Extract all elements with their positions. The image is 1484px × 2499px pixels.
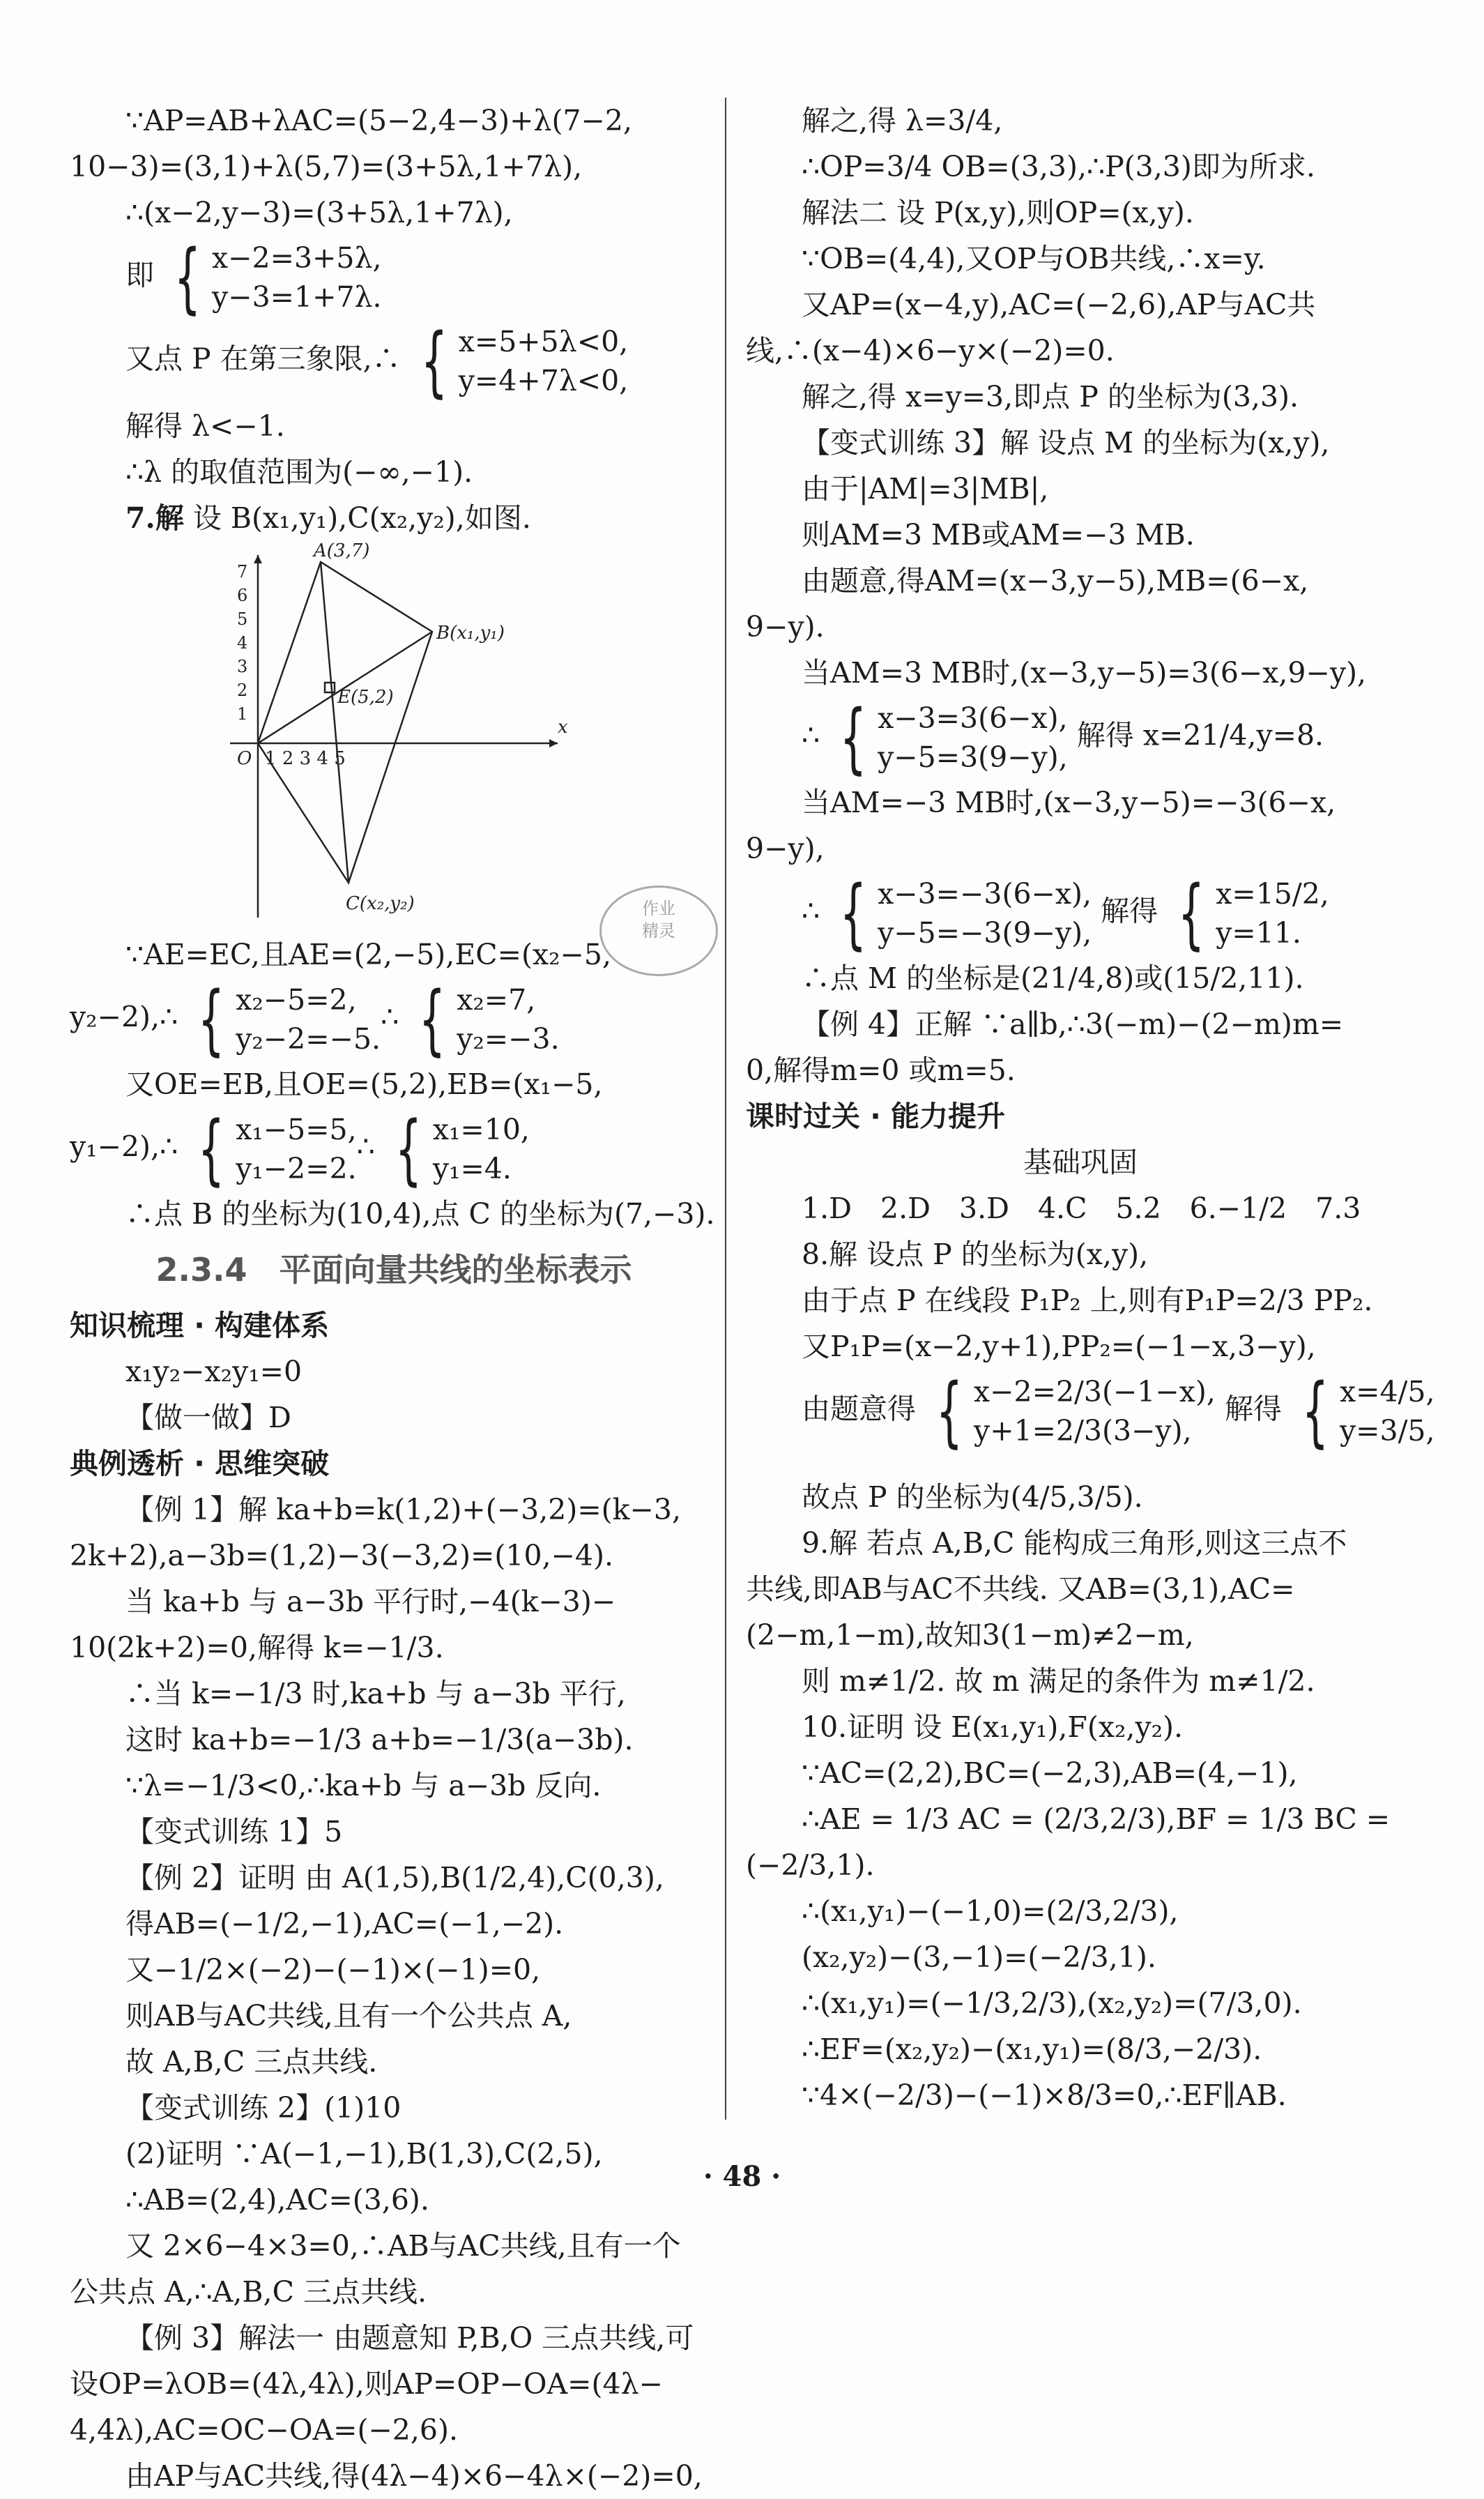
text-line: 当 ka+b 与 a−3b 平行时,−4(k−3)− — [125, 1585, 616, 1618]
text-line: 共线,即AB与AC不共线. 又AB=(3,1),AC= — [746, 1572, 1295, 1606]
system-line: y₁−2),∴ { x₁−5=5, y₁−2=2. ∴ { x₁=10, y₁=4. — [70, 1104, 530, 1194]
text-line: ∴OP=3/4 OB=(3,3),∴P(3,3)即为所求. — [802, 150, 1315, 183]
brace-glyph: { — [1301, 1367, 1329, 1456]
eq-row: x−2=3+5λ, — [212, 241, 382, 275]
system-line — [746, 1367, 1435, 1474]
eq-row: y+1=2/3(3−y), — [974, 1414, 1192, 1448]
subsection-heading: 知识梳理 · 构建体系 — [70, 1309, 330, 1342]
eq-row: x₂−5=2, — [236, 983, 357, 1017]
equation-system — [829, 693, 1068, 782]
text-line: 2k+2),a−3b=(1,2)−3(−3,2)=(10,−4). — [70, 1539, 614, 1572]
text-line: 【例 3】解法一 由题意知 P,B,O 三点共线,可 — [125, 2321, 694, 2355]
text-line: 这时 ka+b=−1/3 a+b=−1/3(a−3b). — [125, 1723, 634, 1756]
brace-glyph: { — [420, 317, 448, 406]
brace-glyph: { — [1178, 869, 1205, 958]
text-span: 解得 x=21/4,y=8. — [1076, 718, 1324, 752]
text-span: 解得 — [1101, 894, 1158, 928]
eq-row: y₂=−3. — [457, 1022, 560, 1056]
equation-system — [410, 317, 629, 406]
text-line: ∴AB=(2,4),AC=(3,6). — [125, 2183, 429, 2217]
brace-glyph: { — [418, 975, 446, 1064]
eq-row: y=3/5, — [1339, 1414, 1435, 1448]
equation-system — [1167, 869, 1329, 958]
section-title: 2.3.4 平面向量共线的坐标表示 — [155, 1251, 632, 1289]
text-line: ∴(x₁,y₁)=(−1/3,2/3),(x₂,y₂)=(7/3,0). — [802, 1987, 1302, 2020]
text-line: ∵AP=AB+λAC=(5−2,4−3)+λ(7−2, — [125, 104, 633, 137]
text-line: (x₂,y₂)−(3,−1)=(−2/3,1). — [802, 1940, 1156, 1974]
text-line: 【变式训练 1】5 — [125, 1815, 343, 1848]
y-tick: 4 — [237, 633, 248, 653]
x-arrow — [549, 739, 558, 747]
left-column — [70, 98, 718, 2499]
text-line: ∵AE=EC,且AE=(2,−5),EC=(x₂−5, — [125, 938, 611, 971]
text-line: 9−y), — [746, 832, 825, 865]
text-line: 解之,得 λ=3/4, — [802, 104, 1003, 137]
text-line: (2)证明 ∵A(−1,−1),B(1,3),C(2,5), — [125, 2137, 603, 2171]
eq-row: x₂=7, — [457, 983, 536, 1017]
label-c: C(x₂,y₂) — [346, 893, 415, 914]
label-origin: O — [237, 748, 252, 769]
brace-glyph: { — [935, 1367, 963, 1456]
answer-line: 1.D 2.D 3.D 4.C 5.2 6.−1/2 7.3 — [802, 1192, 1361, 1225]
text-line: ∴点 M 的坐标是(21/4,8)或(15/2,11). — [802, 962, 1304, 995]
brace-glyph: { — [839, 693, 867, 782]
text-line: 【变式训练 2】(1)10 — [125, 2091, 401, 2125]
brace-glyph: { — [197, 1104, 225, 1194]
eq-row: x=5+5λ<0, — [458, 325, 629, 358]
eq-row: y=11. — [1216, 916, 1301, 950]
y-tick: 5 — [237, 609, 248, 629]
eq-row: y₁=4. — [432, 1152, 512, 1185]
text-line: 设OP=λOB=(4λ,4λ),则AP=OP−OA=(4λ− — [70, 2367, 663, 2401]
text-line: 【例 4】正解 ∵a∥b,∴3(−m)−(2−m)m= — [802, 1008, 1344, 1041]
text-line: 又AP=(x−4,y),AC=(−2,6),AP与AC共 — [802, 288, 1316, 321]
equation-system — [925, 1367, 1216, 1456]
y-tick: 7 — [237, 562, 248, 582]
system-line: ∴ { x−3=3(6−x), y−5=3(9−y), 解得 x=21/4,y=8. — [802, 693, 1324, 782]
y-tick: 3 — [237, 657, 248, 676]
text-line: ∵λ=−1/3<0,∴ka+b 与 a−3b 反向. — [125, 1769, 602, 1802]
eq-row: x₁=10, — [432, 1113, 530, 1146]
solution-label: 解 — [155, 501, 184, 535]
label-a: A(3,7) — [314, 540, 370, 561]
brace-glyph: { — [174, 233, 201, 322]
diagonal-ac — [321, 562, 349, 883]
text-line: (−2/3,1). — [746, 1848, 875, 1882]
text-line: 8.解 设点 P 的坐标为(x,y), — [802, 1238, 1149, 1271]
eq-row: x−2=2/3(−1−x), — [974, 1375, 1216, 1408]
eq-row: y₁−2=2. — [236, 1152, 357, 1185]
eq-row: x₁−5=5, — [236, 1113, 357, 1146]
text-span: y₂−2) — [70, 1000, 151, 1034]
eq-row: y=4+7λ<0, — [458, 364, 629, 397]
text-line: 又P₁P=(x−2,y+1),PP₂=(−1−x,3−y), — [802, 1330, 1316, 1363]
text-line: 0,解得m=0 或m=5. — [746, 1054, 1016, 1087]
text-line: (2−m,1−m),故知3(1−m)≠2−m, — [746, 1618, 1194, 1652]
text-span: 解得 — [1224, 1392, 1282, 1426]
eq-row: x=15/2, — [1216, 877, 1329, 911]
page-number: · 48 · — [703, 2160, 781, 2193]
text-line: 又−1/2×(−2)−(−1)×(−1)=0, — [125, 1953, 541, 1987]
brace-glyph: { — [839, 869, 867, 958]
eq-row: y−3=1+7λ. — [212, 280, 382, 314]
system-line: ∴ { x−3=−3(6−x), y−5=−3(9−y), 解得 { x=15/2, y=11. — [802, 869, 1329, 958]
text-line: 由AP与AC共线,得(4λ−4)×6−4λ×(−2)=0, — [125, 2459, 703, 2493]
eq-row: y₂−2=−5. — [236, 1022, 381, 1056]
text-span: 又点 P 在第三象限,∴ — [125, 342, 401, 376]
text-line: ∴EF=(x₂,y₂)−(x₁,y₁)=(8/3,−2/3). — [802, 2033, 1262, 2066]
text-line: 【例 1】解 ka+b=k(1,2)+(−3,2)=(k−3, — [125, 1493, 681, 1526]
figure-svg — [209, 541, 599, 932]
equation-system — [408, 975, 560, 1064]
y-arrow — [254, 555, 262, 563]
text-line: 解得 λ<−1. — [125, 409, 285, 443]
eq-row: y−5=−3(9−y), — [878, 916, 1092, 950]
text-line: ∴点 B 的坐标为(10,4),点 C 的坐标为(7,−3). — [125, 1197, 715, 1231]
text-line: ∴(x₁,y₁)−(−1,0)=(2/3,2/3), — [802, 1894, 1179, 1928]
column-divider — [725, 98, 726, 2120]
text-line: 线,∴(x−4)×6−y×(−2)=0. — [746, 334, 1115, 367]
text-line: 则 m≠1/2. 故 m 满足的条件为 m≠1/2. — [802, 1664, 1315, 1698]
text-line: 得AB=(−1/2,−1),AC=(−1,−2). — [125, 1907, 564, 1940]
problem-7-header — [70, 495, 718, 541]
text-line: 10(2k+2)=0,解得 k=−1/3. — [70, 1631, 444, 1664]
coordinate-figure — [70, 541, 718, 932]
eq-row: x−3=−3(6−x), — [878, 877, 1092, 911]
text-line: 10.证明 设 E(x₁,y₁),F(x₂,y₂). — [802, 1710, 1184, 1744]
text-line: 【做一做】D — [125, 1401, 291, 1434]
text-line: 由题意,得AM=(x−3,y−5),MB=(6−x, — [802, 564, 1309, 598]
y-tick: 1 — [237, 704, 248, 724]
text-line: ∴当 k=−1/3 时,ka+b 与 a−3b 平行, — [125, 1677, 626, 1710]
text-line: 9.解 若点 A,B,C 能构成三角形,则这三点不 — [802, 1526, 1347, 1560]
text-line: 9−y). — [746, 610, 825, 644]
subsection-heading: 典例透析 · 思维突破 — [70, 1447, 330, 1480]
eq-row: y−5=3(9−y), — [878, 740, 1068, 774]
text-line: 又 2×6−4×3=0,∴AB与AC共线,且有一个 — [125, 2229, 681, 2263]
right-angle-mark — [325, 683, 335, 692]
text-line: ∵4×(−2/3)−(−1)×8/3=0,∴EF∥AB. — [802, 2079, 1287, 2112]
text-span: 即 — [125, 258, 154, 292]
y-tick: 2 — [237, 681, 248, 700]
text-line: 又OE=EB,且OE=(5,2),EB=(x₁−5, — [125, 1068, 603, 1101]
right-column — [746, 98, 1435, 2118]
label-x: x — [558, 717, 568, 738]
eq-row: x=4/5, — [1339, 1375, 1435, 1408]
y-tick: 6 — [237, 586, 248, 605]
text-line: 4,4λ),AC=OC−OA=(−2,6). — [70, 2413, 459, 2447]
text-line: 公共点 A,∴A,B,C 三点共线. — [70, 2275, 427, 2309]
text-line: ∴λ 的取值范围为(−∞,−1). — [125, 455, 473, 489]
text-span: 设 B(x₁,y₁),C(x₂,y₂),如图. — [192, 501, 531, 535]
brace-glyph: { — [197, 975, 225, 1064]
watermark-stamp — [599, 886, 718, 976]
text-line: ∵AC=(2,2),BC=(−2,3),AB=(4,−1), — [802, 1756, 1298, 1790]
text-line: 【例 2】证明 由 A(1,5),B(1/2,4),C(0,3), — [125, 1861, 664, 1894]
text-line: 则AM=3 MB或AM=−3 MB. — [802, 518, 1195, 552]
stamp-text: 精灵 — [642, 921, 675, 941]
eq-row: x−3=3(6−x), — [878, 701, 1068, 735]
label-e: E(5,2) — [337, 687, 394, 708]
text-line: 解法二 设 P(x,y),则OP=(x,y). — [802, 196, 1194, 229]
equation-system — [187, 975, 381, 1064]
text-line: ∵OB=(4,4),又OP与OB共线,∴x=y. — [802, 242, 1266, 275]
label-b: B(x₁,y₁) — [436, 623, 505, 644]
text-line: ∴(x−2,y−3)=(3+5λ,1+7λ), — [125, 196, 513, 229]
text-line: 当AM=3 MB时,(x−3,y−5)=3(6−x,9−y), — [802, 656, 1367, 690]
system-line — [70, 233, 718, 322]
subsection-heading: 课时过关 · 能力提升 — [746, 1100, 1006, 1133]
equation-system — [1291, 1367, 1435, 1456]
text-line: ∴AE = 1/3 AC = (2/3,2/3),BF = 1/3 BC = — [802, 1802, 1391, 1836]
x-tick-labels: 1 2 3 4 5 — [265, 748, 346, 769]
text-line: 【变式训练 3】解 设点 M 的坐标为(x,y), — [802, 426, 1330, 459]
system-line: y₂−2),∴ { x₂−5=2, y₂−2=−5. ∴ { x₂=7, y₂=−3. — [70, 975, 560, 1064]
text-line: x₁y₂−x₂y₁=0 — [125, 1355, 303, 1388]
text-span: y₁−2) — [70, 1130, 151, 1164]
stamp-text: 作业 — [642, 899, 675, 918]
text-line: 由于点 P 在线段 P₁P₂ 上,则有P₁P=2/3 PP₂. — [802, 1284, 1373, 1317]
text-line: 则AB与AC共线,且有一个公共点 A, — [125, 1999, 572, 2033]
brace-glyph: { — [395, 1104, 422, 1194]
text-line: 由于|AM|=3|MB|, — [802, 472, 1049, 506]
text-line: 10−3)=(3,1)+λ(5,7)=(3+5λ,1+7λ), — [70, 150, 583, 183]
subsection-heading: 基础巩固 — [1023, 1146, 1138, 1179]
system-line — [70, 317, 718, 406]
text-span: 由题意得 — [802, 1392, 916, 1426]
text-line: 故点 P 的坐标为(4/5,3/5). — [802, 1480, 1143, 1514]
equation-system — [384, 1104, 530, 1194]
text-line: 当AM=−3 MB时,(x−3,y−5)=−3(6−x, — [802, 786, 1336, 819]
equation-system — [187, 1104, 357, 1194]
text-line: 解之,得 x=y=3,即点 P 的坐标为(3,3). — [802, 380, 1299, 413]
equation-system — [829, 869, 1092, 958]
text-line: 故 A,B,C 三点共线. — [125, 2045, 378, 2079]
equation-system — [163, 233, 382, 322]
problem-number: 7. — [125, 501, 155, 535]
